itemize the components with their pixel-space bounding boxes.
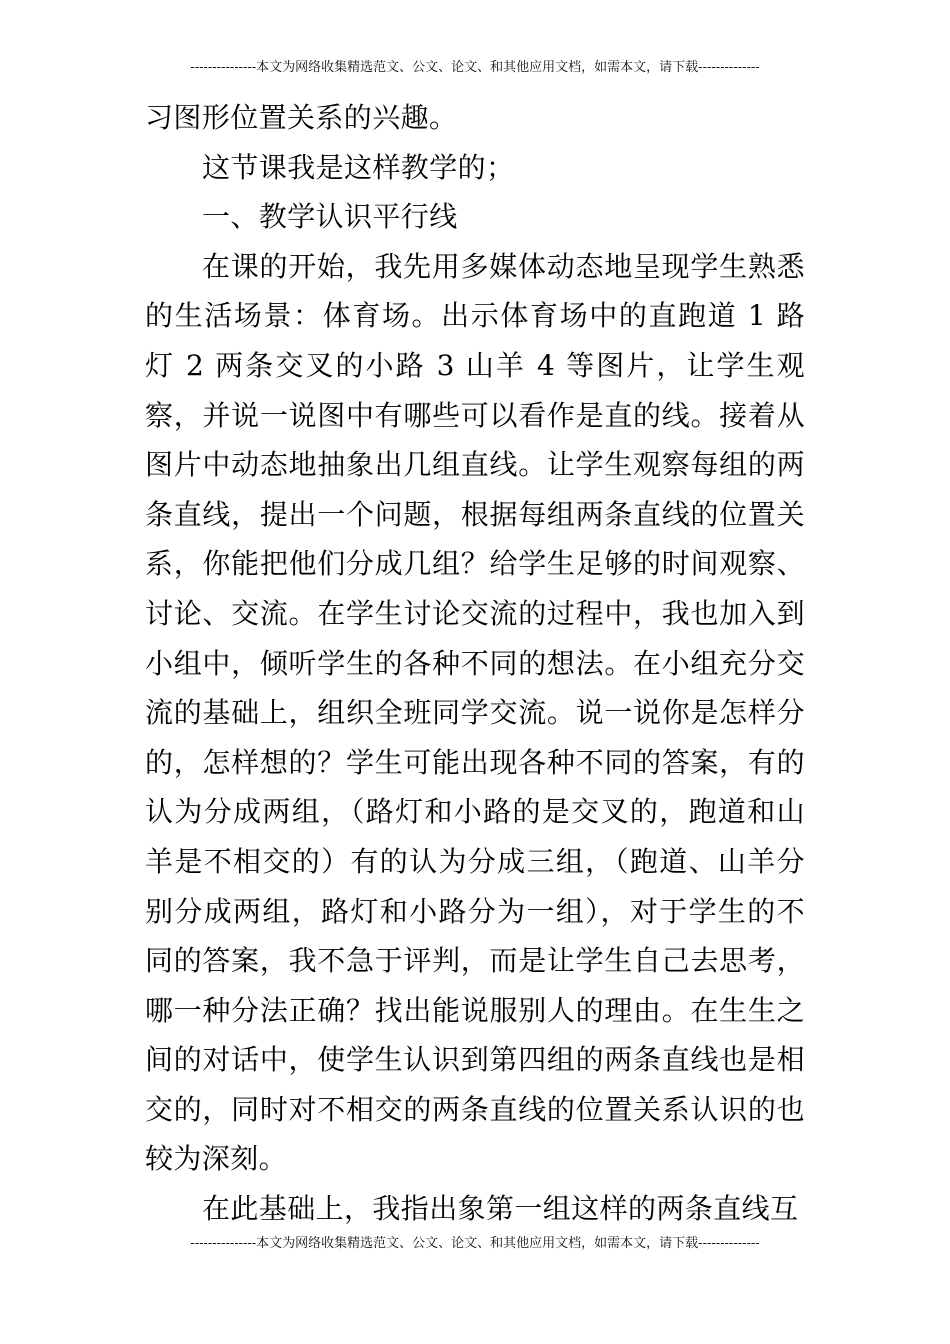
paragraph-main: 在课的开始，我先用多媒体动态地呈现学生熟悉的生活场景：体育场。出示体育场中的直跑道 1 路灯 2 两条交叉的小路 3 山羊 4 等图片，让学生观察，并说一说图中有哪些可以看作是直的线。接着从图片中动态地抽象出几组直线。让学生观察每组的两条直线，提出一个问题，根据每组两条直线的位置关系，你能把他们分成几组？给学生足够的时间观察、讨论、交流。在学生讨论交流的过程中，我也加入到小组中，倾听学生的各种不同的想法。在小组充分交流的基础上，组织全班同学交流。说一说你是怎样分的，怎样想的？学生可能出现各种不同的答案，有的认为分成两组，（路灯和小路的是交叉的，跑道和山羊是不相交的）有的认为分成三组，（跑道、山羊分别分成两组，路灯和小路分为一组），对于学生的不同的答案，我不急于评判，而是让学生自己去思考，哪一种分法正确？找出能说服别人的理由。在生生之间的对话中，使学生认识到第四组的两条直线也是相交的，同时对不相交的两条直线的位置关系认识的也较为深刻。 [145,249,805,1176]
page-footer-notice: ---------------本文为网络收集精选范文、公文、论文、和其他应用文档，如需本文，请下载-------------- [190,1236,760,1251]
section-heading: 一、教学认识平行线 [202,200,458,234]
page-header-notice: ---------------本文为网络收集精选范文、公文、论文、和其他应用文档，如需本文，请下载-------------- [190,60,760,75]
paragraph-intro: 这节课我是这样教学的； [202,150,515,184]
document-body [145,93,805,1234]
paragraph-continuation: 习图形位置关系的兴趣。 [145,101,458,134]
paragraph-last: 在此基础上，我指出象第一组这样的两条直线互 [202,1192,799,1226]
